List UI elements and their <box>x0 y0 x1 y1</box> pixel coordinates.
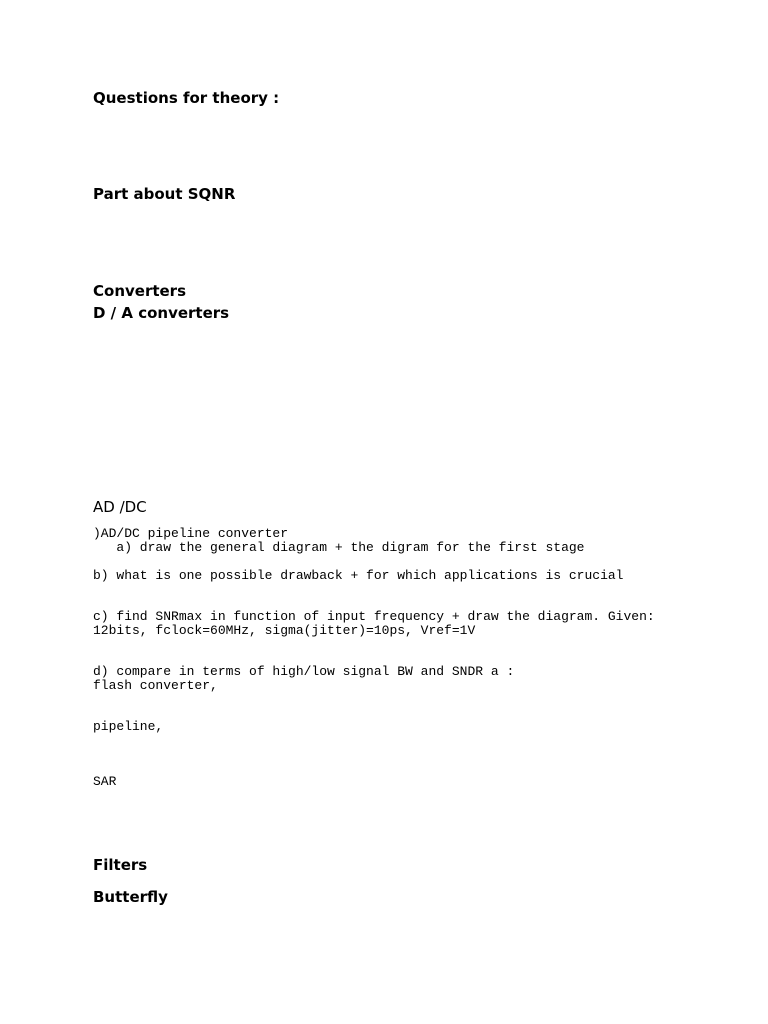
section-heading-adc: AD /DC <box>93 498 147 516</box>
section-heading-filters: Filters <box>93 856 148 874</box>
question-b: b) what is one possible drawback + for which applications is crucial <box>93 568 624 583</box>
question-d-line-1: d) compare in terms of high/low signal BW and SNDR a : <box>93 664 515 679</box>
section-heading-converters: Converters <box>93 282 187 300</box>
question-d-sar: SAR <box>93 774 117 789</box>
section-heading-butterfly: Butterfly <box>93 888 168 906</box>
section-heading-sqnr: Part about SQNR <box>93 185 236 203</box>
question-pipeline: )AD/DC pipeline converter <box>93 526 289 541</box>
document-title: Questions for theory : <box>93 89 280 107</box>
question-a: a) draw the general diagram + the digram for the first stage <box>93 540 585 555</box>
question-c-line-2: 12bits, fclock=60MHz, sigma(jitter)=10ps, Vref=1V <box>93 623 476 638</box>
question-d-pipeline: pipeline, <box>93 719 164 734</box>
section-heading-da-converters: D / A converters <box>93 304 230 322</box>
question-c-line-1: c) find SNRmax in function of input frequency + draw the diagram. Given: <box>93 609 655 624</box>
question-d-line-2: flash converter, <box>93 678 218 693</box>
